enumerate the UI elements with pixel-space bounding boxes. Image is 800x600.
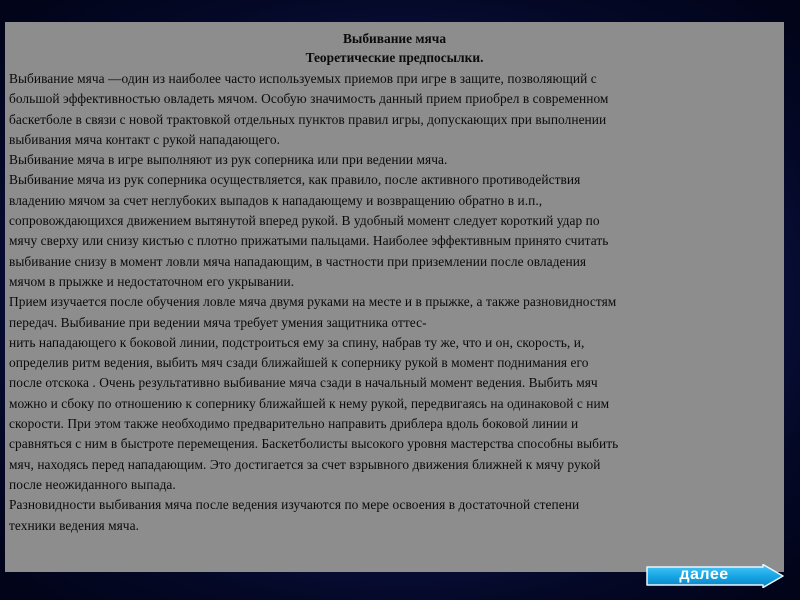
paragraph-line: баскетболе в связи с новой трактовкой отдельных пунктов правил игры, допускающих при выполнении [9,111,607,127]
paragraph-line: после отскока . Очень результативно выбивание мяча сзади в начальный момент ведения. Выбить мяч [9,375,598,391]
paragraph-line: Выбивание мяча в игре выполняют из рук соперника или при ведении мяча. [9,152,448,168]
paragraph [9,170,780,292]
paragraph-line: Выбивание мяча —один из наиболее часто используемых приемов при игре в защите, позволяющий с [9,71,597,86]
paragraph-line: мячом в прыжке и недостаточном его укрывании. [9,273,295,289]
paragraph-line: владению мячом за счет неглубоких выпадов к нападающему и возвращению обратно в и.п., [9,192,543,208]
paragraph-line: нить нападающего к боковой линии, подстроиться ему за спину, набрав ту же, что и он, скорость, и, [9,334,585,350]
paragraph [9,69,780,150]
paragraph-line: мячу сверху или снизу кистью с плотно прижатыми пальцами. Наиболее эффективным принято считать [9,233,609,249]
paragraph-line: Прием изучается после обучения ловле мяча двумя руками на месте и в прыжке, а также разновидностям [9,294,617,310]
paragraph-line: определив ритм ведения, выбить мяч сзади ближайшей к сопернику рукой в момент поднимания его [9,355,589,371]
slide-title: Выбивание мяча [342,31,447,46]
paragraph-line: выбивания мяча контакт с рукой нападающего. [9,131,281,147]
paragraph-line: большой эффективностью овладеть мячом. Особую значимость данный прием приобрел в современном [9,91,609,107]
paragraph-line: выбивание снизу в момент ловли мяча нападающим, в частности при приземлении после овладения [9,253,587,269]
paragraph-line: можно и сбоку по отношению к сопернику ближайшей к нему рукой, передвигаясь на одинаковой с ним [9,395,610,411]
paragraph [9,292,780,495]
paragraph-list [9,69,780,536]
paragraph-line: скорости. При этом также необходимо предварительно направить дриблера вдоль боковой линии и [9,416,579,432]
slide-subtitle: Теоретические предпосылки. [305,50,484,65]
paragraph-line: мяч, находясь перед нападающим. Это достигается за счет взрывного движения ближней к мячу рукой [9,456,601,472]
paragraph-line: сравняться с ним в быстроте перемещения. Баскетболисты высокого уровня мастерства способны выбить [9,436,619,452]
next-button[interactable] [645,564,785,588]
paragraph-line: техники ведения мяча. [9,517,139,533]
next-button-label: далее [679,566,729,583]
paragraph-line: сопровождающихся движением вытянутой вперед рукой. В удобный момент следует короткий удар по [9,213,600,229]
paragraph [9,150,780,170]
paragraph-line: после неожиданного выпада. [9,476,176,492]
content-text-box [5,22,784,572]
paragraph-line: Выбивание мяча из рук соперника осуществляется, как правило, после активного противодействия [9,172,581,188]
paragraph-line: передач. Выбивание при ведении мяча требует умения защитника оттес- [9,314,427,330]
paragraph-line: Разновидности выбивания мяча после ведения изучаются по мере освоения в достаточной степени [9,497,580,513]
paragraph [9,495,780,536]
